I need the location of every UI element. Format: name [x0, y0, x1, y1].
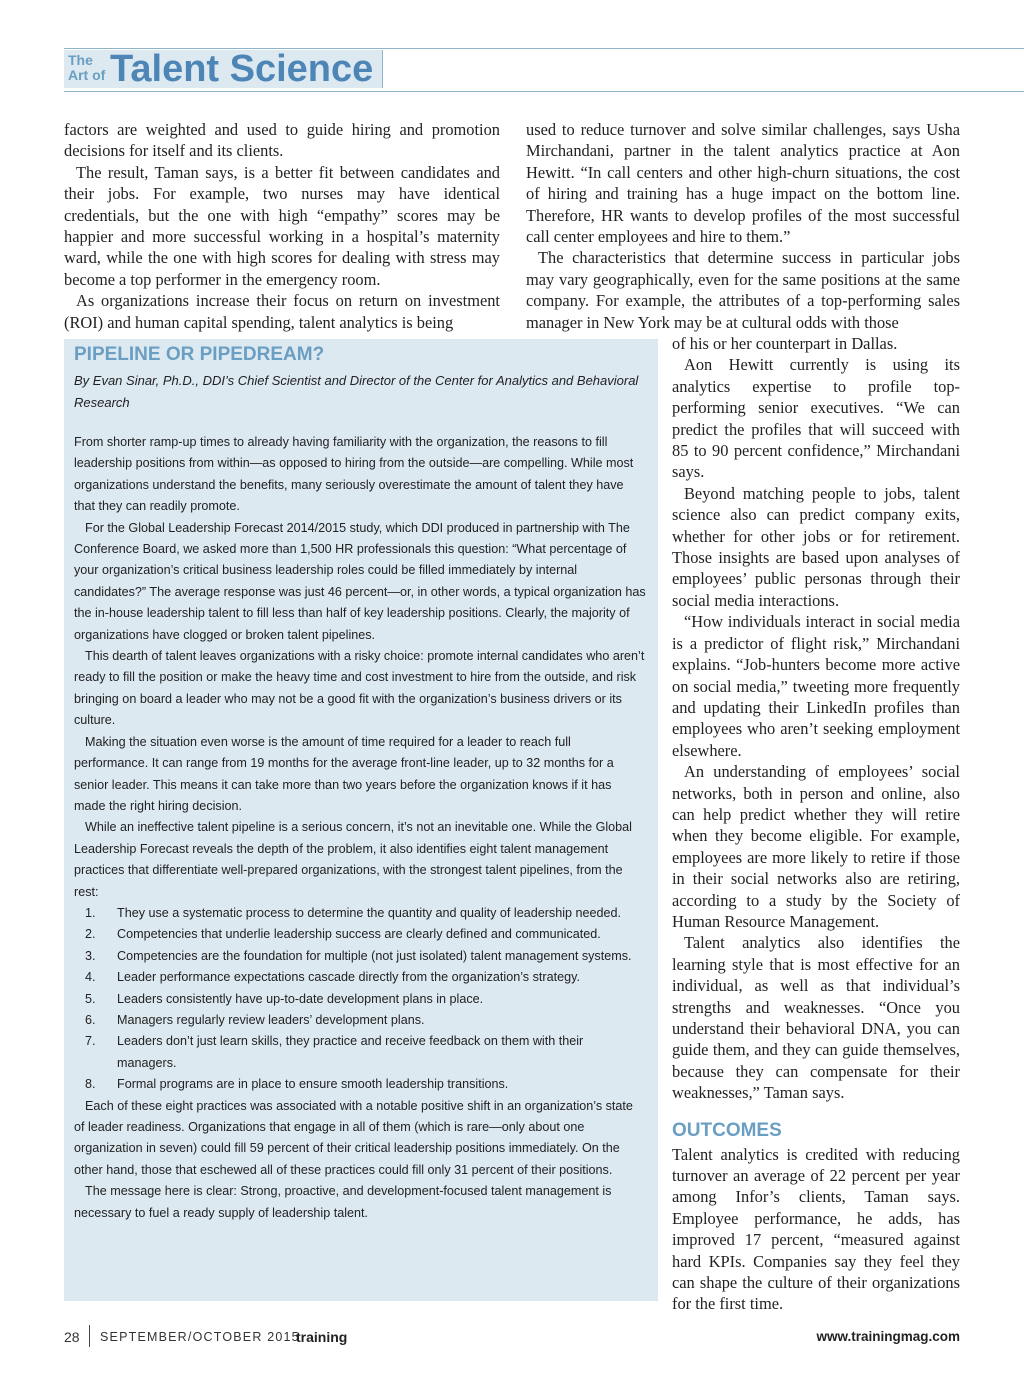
footer-divider — [89, 1325, 90, 1347]
sidebar-title: PIPELINE OR PIPEDREAM? — [74, 344, 325, 365]
article-paragraph: As organizations increase their focus on return on investment (ROI) and human capital spending, talent analytics is being — [64, 291, 500, 332]
article-paragraph: Aon Hewitt currently is using its analytics expertise to profile top-performing senior executives. “We can predict the profiles that will succeed with 85 to 90 percent confidence,” Mirchandani says. — [672, 355, 960, 482]
list-number: 5. — [85, 991, 96, 1006]
list-text: Leaders don’t just learn skills, they practice and receive feedback on them with their managers. — [117, 1034, 584, 1070]
magazine-url: www.trainingmag.com — [816, 1329, 960, 1344]
list-item — [74, 946, 646, 967]
list-item — [74, 924, 646, 945]
masthead — [64, 50, 383, 88]
list-item — [74, 903, 646, 924]
list-number: 4. — [85, 970, 96, 985]
article-paragraph: of his or her counterpart in Dallas. — [672, 334, 898, 353]
list-number: 8. — [85, 1077, 96, 1092]
article-paragraph: An understanding of employees’ social networks, both in person and online, also can help predict whether they will retire when they become eligible. For example, employees are more likely to retire if those in their social networks also are retiring, according to a study by the Society of Human Resource Management. — [672, 762, 960, 931]
issue-date: SEPTEMBER/OCTOBER 2015 — [100, 1330, 300, 1344]
sidebar-paragraph: The message here is clear: Strong, proactive, and development-focused talent management is necessary to fuel a ready supply of leadership talent. — [74, 1184, 612, 1220]
page-number: 28 — [64, 1329, 80, 1345]
article-paragraph: The result, Taman says, is a better fit between candidates and their jobs. For example, two nurses may have identical credentials, but the one with high “empathy” scores may be happier and more successful working in a hospital’s maternity ward, while the one with high scores for dealing with stress may become a top performer in the emergency room. — [64, 162, 500, 289]
masthead-small-text — [68, 53, 105, 83]
article-paragraph: Beyond matching people to jobs, talent science also can predict company exits, whether for other jobs or for retirement. Those insights are based upon analyses of employees’ public personas through their social media interactions. — [672, 483, 960, 610]
article-paragraph: factors are weighted and used to guide hiring and promotion decisions for itself and its clients. — [64, 120, 500, 161]
list-text: Formal programs are in place to ensure smooth leadership transitions. — [117, 1077, 509, 1092]
list-item — [74, 1031, 646, 1074]
sidebar-paragraph: For the Global Leadership Forecast 2014/2015 study, which DDI produced in partnership with The Conference Board, we asked more than 1,500 HR professionals this question: “What percentage of your organization’s critical business leadership roles could be filled immediately by internal candidates?” The average response was just 46 percent—or, in other words, a typical organization has the in-house leadership talent to fill less than half of key leadership positions. Clearly, the majority of organizations have clogged or broken talent pipelines. — [74, 520, 646, 642]
list-item — [74, 1010, 646, 1031]
sidebar-body — [74, 432, 646, 1224]
list-text: Leaders consistently have up-to-date development plans in place. — [117, 991, 484, 1006]
sidebar-paragraph: While an ineffective talent pipeline is a serious concern, it’s not an inevitable one. While the Global Leadership Forecast reveals the depth of the problem, it also identifies eight talent management practices that differentiate well-prepared organizations, with the strongest talent pipelines, from the rest: — [74, 820, 632, 899]
list-text: Competencies are the foundation for multiple (not just isolated) talent management systems. — [117, 948, 632, 963]
list-item — [74, 967, 646, 988]
magazine-name: training — [296, 1329, 348, 1345]
sidebar-box — [64, 339, 658, 1301]
sidebar-paragraph: This dearth of talent leaves organizations with a risky choice: promote internal candidates who aren’t ready to fill the position or make the heavy time and cost investment to hire from the outside, and risk bringing on board a leader who may not be a good fit with the organization’s business drivers or its culture. — [74, 649, 645, 728]
list-text: Leader performance expectations cascade directly from the organization’s strategy. — [117, 970, 580, 985]
article-paragraph: The characteristics that determine success in particular jobs may vary geographically, even for the same positions at the same company. For example, the attributes of a top-performing sales manager in New York may be at cultural odds with those — [526, 248, 960, 332]
list-number: 6. — [85, 1012, 96, 1027]
article-paragraph: “How individuals interact in social media is a predictor of flight risk,” Mirchandani explains. “Job-hunters become more active on social media,” tweeting more frequently and updating their LinkedIn profiles than employees who aren’t seeking employment elsewhere. — [672, 612, 960, 760]
practices-list — [74, 903, 646, 1096]
list-text: Managers regularly review leaders’ development plans. — [117, 1012, 425, 1027]
masthead-art-of: Art of — [68, 67, 106, 83]
masthead-the: The — [68, 52, 93, 68]
list-item — [74, 989, 646, 1010]
list-number: 3. — [85, 948, 96, 963]
list-number: 1. — [85, 905, 96, 920]
outcomes-heading: OUTCOMES — [672, 1119, 782, 1141]
list-text: They use a systematic process to determine the quantity and quality of leadership needed. — [117, 905, 622, 920]
article-column-2-top — [526, 119, 960, 333]
outcomes-paragraph: Talent analytics is credited with reducing turnover an average of 22 percent per year among Infor’s clients, Taman says. Employee performance, he adds, has improved 17 percent, “measured against hard KPIs. Companies say they feel they can shape the culture of their organizations for the first time. — [672, 1144, 960, 1314]
sidebar-paragraph: From shorter ramp-up times to already having familiarity with the organization, the reasons to fill leadership positions from within—as opposed to hiring from the outside—are compelling. While most organizations understand the benefits, many seriously overestimate the amount of talent they have that they can readily promote. — [74, 435, 634, 514]
list-text: Competencies that underlie leadership success are clearly defined and communicated. — [117, 927, 601, 942]
list-number: 2. — [85, 927, 96, 942]
sidebar-paragraph: Each of these eight practices was associated with a notable positive shift in an organization’s state of leader readiness. Organizations that engage in all of them (which is rare—only about one organization in seven) could fill 59 percent of their critical leadership positions immediately. On the other hand, those that eschewed all of these practices could fill only 31 percent of their positions. — [74, 1098, 633, 1177]
article-paragraph: Talent analytics also identifies the learning style that is most effective for an individual, as well as that individual’s strengths and weaknesses. “Once you understand their behavioral DNA, you can guide them, and they can guide themselves, because they can compensate for their weaknesses,” Taman says. — [672, 933, 960, 1103]
sidebar-byline: By Evan Sinar, Ph.D., DDI’s Chief Scientist and Director of the Center for Analytics and Behavioral Research — [74, 373, 639, 410]
list-item — [74, 1074, 646, 1095]
sidebar-paragraph: Making the situation even worse is the amount of time required for a leader to reach full performance. It can range from 19 months for the average front-line leader, up to 32 months for a senior leader. This means it can take more than two years before the organization knows if it has made the right hiring decision. — [74, 734, 614, 813]
article-column-2 — [672, 333, 960, 1315]
list-number: 7. — [85, 1034, 96, 1049]
article-column-1 — [64, 119, 500, 333]
masthead-title: Talent Science — [110, 48, 374, 90]
article-paragraph: used to reduce turnover and solve similar challenges, says Usha Mirchandani, partner in the talent analytics practice at Aon Hewitt. “In call centers and other high-churn situations, the cost of hiring and training has a huge impact on the bottom line. Therefore, HR wants to develop profiles of the most successful call center employees and hire to them.” — [526, 120, 960, 247]
